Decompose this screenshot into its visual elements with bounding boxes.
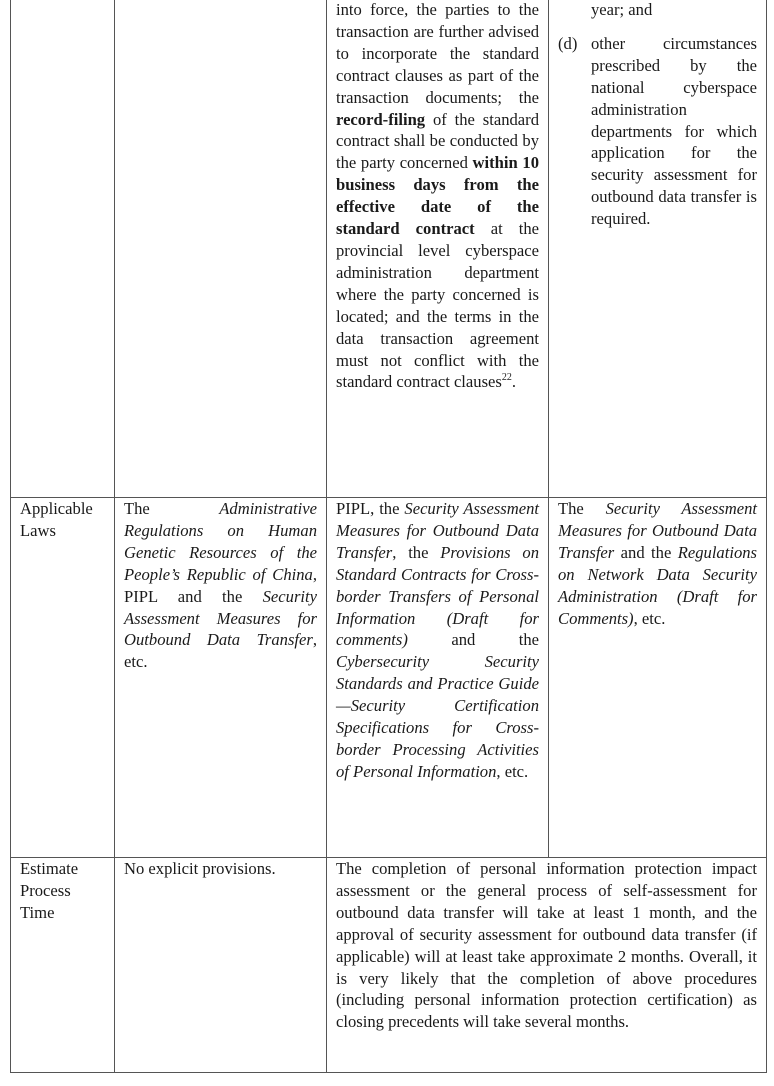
row-label-applicable-laws: Applicable Laws — [11, 498, 115, 858]
list-item-text: other circumstances prescribed by the national cyberspace administration departments for which application for the security assessment for outbound data transfer is required. — [591, 33, 757, 229]
text-segment: . — [511, 372, 517, 392]
footnote-ref: 22 — [501, 372, 512, 384]
text-segment: PIPL, the — [336, 499, 405, 518]
table-row-applicable-laws — [11, 498, 767, 858]
text-segment: The — [558, 499, 606, 518]
law-title: Cybersecurity Security Standards and Practice Guide—Security Certification Specifications for Cross-border Processing Activities of Personal Information — [336, 652, 539, 781]
row-label-process-time: Estimate Process Time — [11, 858, 115, 1073]
law-title: Security Assessment Measures for Outbound Data Transfer — [336, 499, 539, 562]
text-segment: The — [124, 499, 220, 518]
cell-security-assessment-circumstances — [549, 0, 767, 498]
text-segment: into force, the parties to the transaction are further advised to incorporate the standard contract clauses as part of the transaction documents; the — [336, 0, 539, 107]
cell-time-col2: No explicit provisions. — [115, 858, 327, 1073]
cell-laws-col2 — [115, 498, 327, 858]
bold-deadline: within 10 business days from the effective date of the standard contract — [336, 153, 539, 239]
text-segment: at the provincial level cyberspace administration department where the party concerned is located; and the terms in the data transaction agreement must not conflict with the standard contract clauses — [336, 219, 540, 392]
law-title: Security Assessment Measures for Outbound Data Transfer — [124, 586, 317, 650]
list-item-d — [558, 33, 757, 230]
text-segment: of the standard contract shall be conducted by the party concerned — [336, 109, 539, 173]
text-segment: , the — [392, 542, 441, 562]
cell-time-merged: The completion of personal information protection impact assessment or the general process of self-assessment for outbound data transfer will take at least 1 month, and the approval of security assessment for outbound data transfer (if applicable) will at least take approximate 2 months. Overall, it is very likely that the completion of above procedures (including personal information protection certification) as closing precedents will take several months. — [327, 858, 767, 1073]
cell-laws-col3 — [327, 498, 549, 858]
law-title: Provisions on Standard Contracts for Cross-border Transfers of Personal Information (Draft for comments) — [336, 542, 539, 650]
text-segment: , PIPL and the — [124, 564, 317, 606]
list-marker: (d) — [558, 33, 578, 53]
comparison-table — [10, 0, 767, 1073]
law-title: Security Assessment Measures for Outbound Data Transfer — [558, 499, 757, 562]
text-segment: and the — [407, 630, 539, 650]
cell-empty-label — [11, 0, 115, 498]
list-continuation: year; and — [591, 0, 653, 19]
table-row-process-time — [11, 858, 767, 1073]
text-segment: , etc. — [124, 630, 317, 672]
text-segment: , etc. — [496, 761, 529, 781]
text-segment: , etc. — [633, 608, 666, 628]
table-row-standard-contract-continued — [11, 0, 767, 498]
law-title: Administrative Regulations on Human Genetic Resources of the People’s Republic of China — [124, 499, 317, 584]
text-segment: and the — [614, 542, 678, 562]
cell-standard-contract-text — [327, 0, 549, 498]
cell-empty-col2 — [115, 0, 327, 498]
cell-laws-col4 — [549, 498, 767, 858]
law-title: Regulations on Network Data Security Administration (Draft for Comments) — [558, 542, 757, 628]
bold-record-filing: record-filing — [336, 109, 426, 129]
